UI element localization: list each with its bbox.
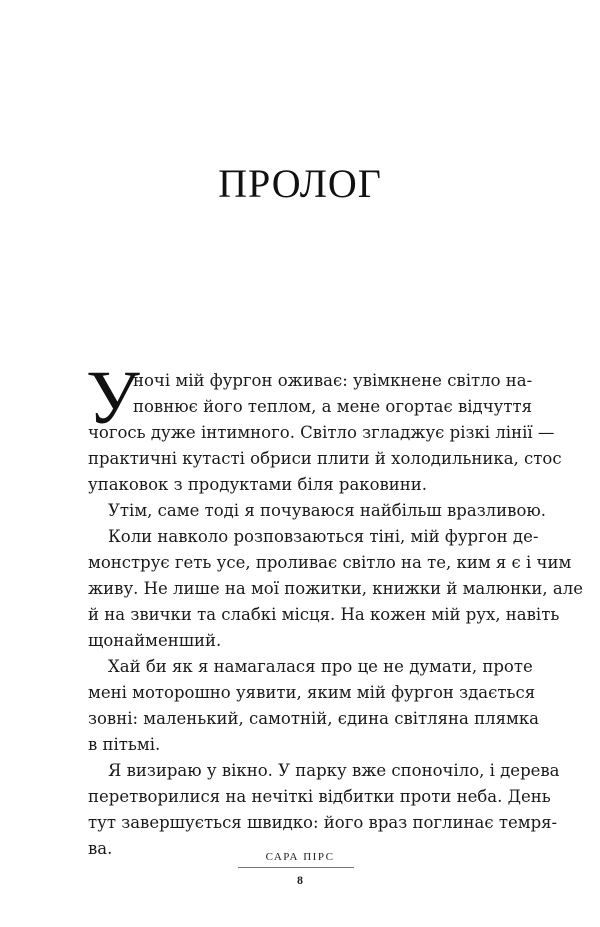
text-line: й на звички та слабкі місця. На кожен мій рух, навіть bbox=[88, 605, 560, 624]
text-line: чогось дуже інтимного. Світло згладжує різкі лінії — bbox=[88, 423, 555, 442]
running-footer-author: САРА ПІРС bbox=[265, 851, 335, 863]
text-line: в пітьмі. bbox=[88, 735, 161, 754]
text-line: Утім, саме тоді я почуваюся найбільш вразливою. bbox=[108, 501, 546, 520]
drop-cap: У bbox=[86, 356, 140, 440]
text-line: Хай би як я намагалася про це не думати, проте bbox=[108, 657, 533, 676]
text-line: живу. Не лише на мої пожитки, книжки й малюнки, але bbox=[88, 579, 583, 598]
chapter-title: ПРОЛОГ bbox=[218, 161, 382, 206]
text-line: Я визираю у вікно. У парку вже споночіло, і дерева bbox=[108, 761, 560, 780]
text-line: тут завершується швидко: його враз поглинає темря- bbox=[88, 813, 558, 832]
text-line: зовні: маленький, самотній, єдина світляна плямка bbox=[88, 709, 539, 728]
text-line: повнює його теплом, а мене огортає відчуття bbox=[133, 397, 532, 416]
text-line: ва. bbox=[88, 839, 113, 858]
text-line: Коли навколо розповзаються тіні, мій фургон де- bbox=[108, 527, 539, 546]
footer-divider bbox=[238, 867, 354, 868]
text-line: монструє геть усе, проливає світло на те, ким я є і чим bbox=[88, 553, 572, 572]
text-line: щонайменший. bbox=[88, 631, 222, 650]
text-line: мені моторошно уявити, яким мій фургон здається bbox=[88, 683, 536, 702]
page-number: 8 bbox=[297, 873, 303, 887]
text-line: ночі мій фургон оживає: увімкнене світло на- bbox=[133, 371, 533, 390]
text-line: практичні кутасті обриси плити й холодильника, стос bbox=[88, 449, 562, 468]
text-line: перетворилися на нечіткі відбитки проти неба. День bbox=[88, 787, 551, 806]
text-line: упаковок з продуктами біля раковини. bbox=[88, 475, 428, 494]
